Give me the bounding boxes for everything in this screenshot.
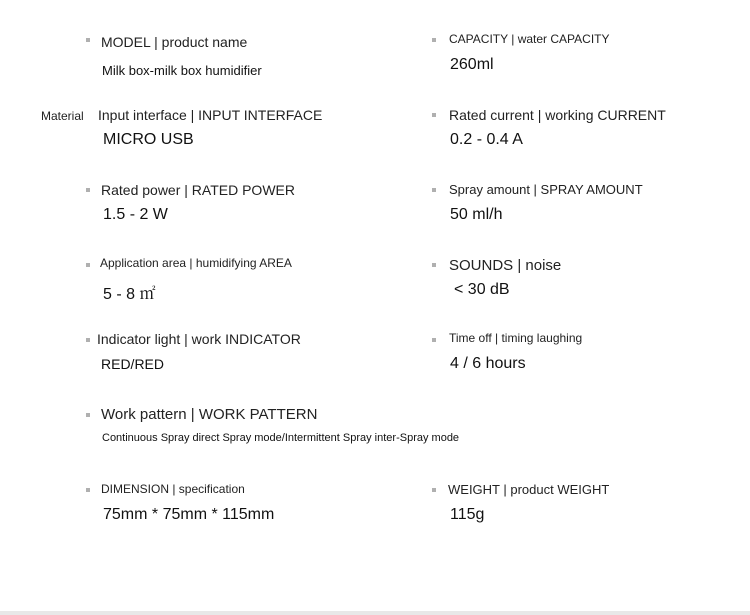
spec-value: 50 ml/h (450, 206, 503, 223)
spec-label: Rated current | working CURRENT (449, 107, 666, 123)
bullet-icon (86, 413, 90, 417)
spec-label: Rated power | RATED POWER (101, 182, 295, 198)
spec-label: DIMENSION | specification (101, 482, 245, 496)
spec-value: MICRO USB (103, 131, 194, 148)
bullet-icon (432, 338, 436, 342)
spec-value: Continuous Spray direct Spray mode/Intermittent Spray inter-Spray mode (102, 432, 460, 444)
spec-label: Input interface | INPUT INTERFACE (98, 107, 323, 123)
spec-label: CAPACITY | water CAPACITY (449, 32, 610, 46)
spec-value: 5 - 8 ㎡ (103, 286, 156, 303)
spec-label: Spray amount | SPRAY AMOUNT (449, 182, 643, 197)
spec-value: < 30 dB (454, 281, 510, 298)
material-note: Material (41, 109, 84, 123)
bullet-icon (86, 263, 90, 267)
bullet-icon (86, 38, 90, 42)
bottom-divider (0, 611, 750, 615)
bullet-icon (432, 263, 436, 267)
bullet-icon (432, 188, 436, 192)
spec-value: 75mm * 75mm * 115mm (103, 506, 275, 523)
spec-label: WEIGHT | product WEIGHT (448, 482, 610, 497)
spec-value: 260ml (450, 56, 494, 73)
spec-value: 115g (450, 506, 485, 523)
spec-label: SOUNDS | noise (449, 257, 562, 274)
spec-label: Time off | timing laughing (449, 331, 583, 345)
bullet-icon (432, 38, 436, 42)
spec-value: 4 / 6 hours (450, 355, 526, 372)
spec-value: 0.2 - 0.4 A (450, 131, 523, 148)
bullet-icon (86, 338, 90, 342)
spec-label: MODEL | product name (101, 34, 248, 50)
spec-label: Application area | humidifying AREA (100, 256, 292, 270)
spec-label: Work pattern | WORK PATTERN (101, 406, 318, 423)
bullet-icon (432, 488, 436, 492)
spec-value: Milk box-milk box humidifier (102, 63, 262, 78)
bullet-icon (86, 188, 90, 192)
spec-label: Indicator light | work INDICATOR (97, 331, 301, 347)
bullet-icon (432, 113, 436, 117)
spec-value: 1.5 - 2 W (103, 206, 168, 223)
spec-value: RED/RED (101, 356, 165, 372)
bullet-icon (86, 488, 90, 492)
